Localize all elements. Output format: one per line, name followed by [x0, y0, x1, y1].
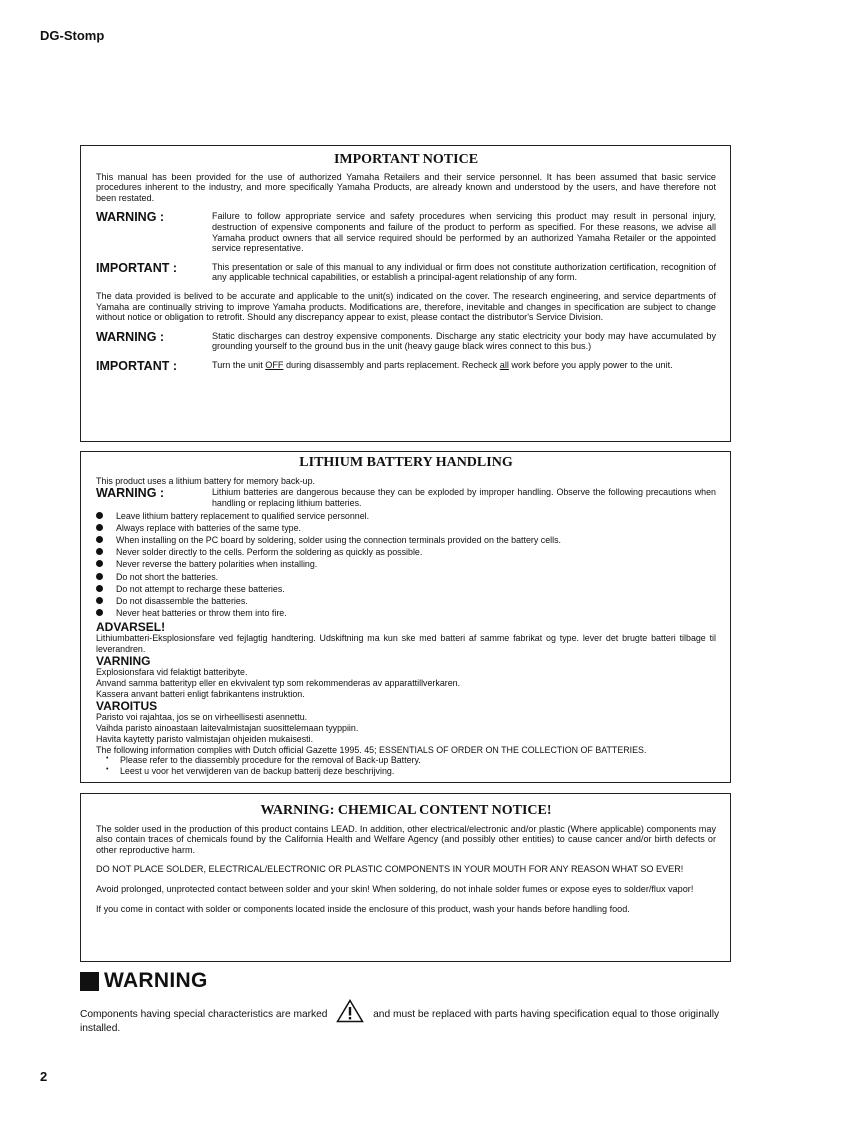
- important-text: [212, 360, 716, 372]
- varoitus-label: VAROITUS: [96, 698, 158, 713]
- warning-label: WARNING :: [96, 485, 165, 500]
- warning-heading-text: WARNING: [104, 969, 208, 992]
- varoitus-line: The following information complies with Dutch official Gazette 1995. 45; ESSENTIALS OF ORDER ON THE COLLECTION OF BATTERIES.: [96, 744, 647, 755]
- varning-line: Anvand samma batterityp eller en ekvivalent typ som rekommenderas av apparattillverkaren.: [96, 678, 461, 689]
- black-square-icon: [80, 972, 99, 991]
- warning-label: WARNING :: [96, 210, 165, 225]
- advarsel-label: ADVARSEL!: [96, 620, 166, 635]
- lithium-bullet-item: When installing on the PC board by soldering, solder using the connection terminals provided on the battery cells.: [96, 535, 716, 547]
- important-notice-title: IMPORTANT NOTICE: [333, 152, 479, 167]
- chemical-notice-box: [80, 793, 731, 962]
- notice-important-1: [96, 262, 716, 283]
- lithium-warning: [96, 487, 716, 509]
- varning-label: VARNING: [96, 654, 151, 669]
- text-fragment: Turn the unit: [212, 359, 266, 370]
- off-emphasis: OFF: [265, 359, 284, 370]
- varoitus-line: Vaihda paristo ainoastaan laitevalmistajan suosittelemaan tyyppiin.: [96, 722, 359, 733]
- notice-warning-2: [96, 331, 716, 352]
- warning-text: Lithium batteries are dangerous because they can be exploded by improper handling. Observe the following precautions when handling or replacing lithium batteries.: [212, 486, 716, 508]
- warning-text: Static discharges can destroy expensive components. Discharge any static electricity your body may have accumulated by grounding yourself to the ground bus in the unit (heavy gauge black wires connect to this bus.): [212, 330, 716, 352]
- dutch-item: • Leest u voor het verwijderen van de backup batterij deze beschrijving.: [96, 766, 716, 777]
- lithium-title: LITHIUM BATTERY HANDLING: [299, 455, 513, 470]
- notice-data-paragraph: The data provided is belived to be accurate and applicable to the unit(s) indicated on the cover. The research engineering, and service departments of Yamaha are continually striving to improve Yamaha products. Modifications are, therefore, inevitable and changes in specification are subject to change without notice or obligation to retrofit. Should any discrepancy appear to exist, please contact the distributor's Service Division.: [96, 290, 716, 323]
- lithium-bullet-item: Never heat batteries or throw them into fire.: [96, 608, 716, 620]
- varning-line: Kassera anvant batteri enligt fabrikantens instruktion.: [96, 688, 305, 699]
- warning-text-b: and must be replaced with parts having specification equal to those originally installed.: [80, 1009, 720, 1034]
- page-number: 2: [40, 1069, 48, 1084]
- lithium-bullet-item: Do not disassemble the batteries.: [96, 596, 716, 608]
- varning-lines: [96, 667, 716, 700]
- text-fragment: during disassembly and parts replacement. Recheck: [283, 359, 500, 370]
- varning-line: Explosionsfara vid felaktigt batteribyte.: [96, 667, 248, 678]
- lithium-bullet-item: Always replace with batteries of the same type.: [96, 523, 716, 535]
- lithium-bullet-item: Do not short the batteries.: [96, 572, 716, 584]
- important-text: This presentation or sale of this manual to any individual or firm does not constitute authorization certification, recognition of any applicable technical capabilities, or establish a principal-agent relationship of any form.: [212, 261, 716, 283]
- all-emphasis: all: [499, 359, 509, 370]
- notice-intro: This manual has been provided for the use of authorized Yamaha Retailers and their service personnel. It has been assumed that basic service procedures inherent to the industry, and more specifically Yamaha Products, are already known and understood by the users, and have therefore not been restated.: [96, 171, 716, 203]
- notice-important-2: [96, 360, 716, 372]
- warning-label: WARNING :: [96, 329, 165, 344]
- dutch-item: • Please refer to the diassembly procedure for the removal of Back-up Battery.: [96, 755, 716, 766]
- varoitus-line: Havita kaytetty paristo valmistajan ohjeiden mukaisesti.: [96, 733, 314, 744]
- lithium-battery-box: [80, 451, 731, 783]
- lithium-bullet-item: Never solder directly to the cells. Perform the soldering as quickly as possible.: [96, 547, 716, 559]
- dutch-list: [96, 755, 716, 777]
- lithium-bullet-item: Leave lithium battery replacement to qualified service personnel.: [96, 511, 716, 523]
- chemical-paragraph-3: Avoid prolonged, unprotected contact between solder and your skin! When soldering, do not inhale solder fumes or expose eyes to solder/flux vapor!: [96, 883, 694, 894]
- lithium-bullet-item: Never reverse the battery polarities when installing.: [96, 559, 716, 571]
- important-label: IMPORTANT :: [96, 260, 178, 275]
- chemical-title: WARNING: CHEMICAL CONTENT NOTICE!: [260, 803, 552, 818]
- varoitus-lines: [96, 712, 716, 756]
- lithium-bullet-item: Do not attempt to recharge these batteries.: [96, 584, 716, 596]
- lithium-bullet-list: [96, 511, 716, 621]
- advarsel-text: Lithiumbatteri-Eksplosionsfare ved fejlagtig handtering. Udskiftning ma kun ske med batteri af samme fabrikat og type. lever det brugte batteri tilbage til leverandren.: [96, 633, 716, 655]
- warning-heading: [80, 969, 208, 993]
- chemical-paragraph-2: DO NOT PLACE SOLDER, ELECTRICAL/ELECTRONIC OR PLASTIC COMPONENTS IN YOUR MOUTH FOR ANY REASON WHAT SO EVER!: [96, 864, 684, 875]
- lithium-intro: This product uses a lithium battery for memory back-up.: [96, 475, 316, 486]
- chemical-paragraph-4: If you come in contact with solder or components located inside the enclosure of this product, wash your hands before handling food.: [96, 903, 630, 914]
- varoitus-line: Paristo voi rajahtaa, jos se on virheellisesti asennettu.: [96, 711, 308, 722]
- document-header: DG-Stomp: [40, 28, 105, 43]
- important-notice-box: [80, 145, 731, 442]
- important-label: IMPORTANT :: [96, 358, 178, 373]
- notice-warning-1: [96, 211, 716, 253]
- chemical-paragraph-1: The solder used in the production of this product contains LEAD. In addition, other electrical/electronic and/or plastic (Where applicable) components may also contain traces of chemicals found by the California Health and Welfare Agency (and possibly other entities) to cause cancer and/or birth defects or other reproductive harm.: [96, 823, 716, 855]
- warning-text-a: Components having special characteristics are marked: [80, 1009, 328, 1020]
- warning-text: Failure to follow appropriate service and safety procedures when servicing this product may result in personal injury, destruction of expensive components and failure of the product to perform as specified. For these reasons, we advise all Yamaha product owners that all service required should be performed by an authorized Yamaha Retailer or the appointed service representative.: [212, 211, 716, 254]
- warning-text-block: [80, 999, 735, 1035]
- text-fragment: work before you apply power to the unit.: [508, 359, 673, 370]
- caution-triangle-icon: [336, 999, 364, 1023]
